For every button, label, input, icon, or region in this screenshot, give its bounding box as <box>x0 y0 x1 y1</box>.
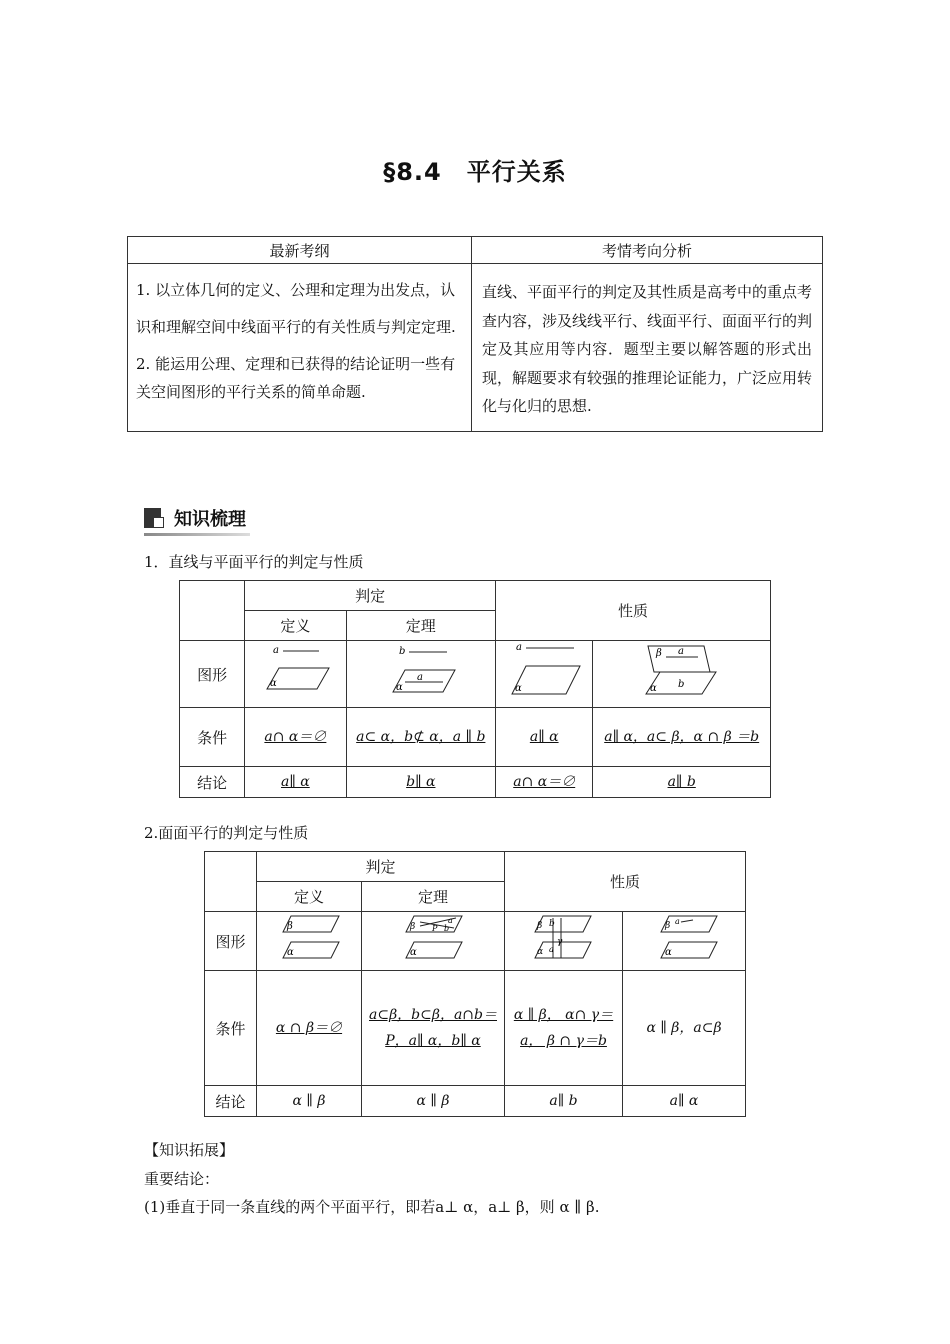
row-figure: 图形 <box>180 641 245 708</box>
cond-def: α ∩ β＝∅ <box>275 1020 343 1036</box>
label-alpha: α <box>665 947 672 958</box>
row-concl: 结论 <box>180 767 245 798</box>
cond-prop1: α ∥ β， α∩ γ＝a， β ∩ γ＝b <box>513 1007 614 1049</box>
label-b: b <box>677 679 685 690</box>
label-beta: β <box>287 921 293 932</box>
col-prop: 性质 <box>496 581 771 641</box>
label-b: b <box>549 919 555 929</box>
outline-item-1: 1. 以立体几何的定义、公理和定理为出发点，认识和理解空间中线面平行的有关性质与判定定理. <box>136 281 456 336</box>
concl-prop2: a∥ α <box>669 1093 699 1109</box>
label-P: P <box>432 924 438 933</box>
label-a: a <box>675 917 680 926</box>
outline-header-left: 最新考纲 <box>128 237 472 264</box>
label-a: a <box>448 916 453 925</box>
outline-header-right: 考情考向分析 <box>472 237 823 264</box>
label-a: a <box>416 672 423 683</box>
label-beta: β <box>537 921 543 931</box>
figure-plane-plane-thm <box>362 912 505 971</box>
row-cond: 条件 <box>180 708 245 767</box>
section-label: 知识梳理 <box>174 509 246 530</box>
cond-thm: a⊂ α，b⊄ α，a ∥ b <box>356 729 486 745</box>
row-concl: 结论 <box>205 1086 257 1117</box>
figure-line-plane-prop2 <box>593 641 771 708</box>
concl-def: a∥ α <box>281 774 310 790</box>
label-alpha: α <box>649 683 657 694</box>
label-a: a <box>273 645 280 656</box>
outline-item-2: 2. 能运用公理、定理和已获得的结论证明一些有关空间图形的平行关系的简单命题. <box>136 355 456 401</box>
col-judge: 判定 <box>257 852 505 882</box>
label-alpha: α <box>287 947 294 958</box>
row-figure: 图形 <box>205 912 257 971</box>
concl-def: α ∥ β <box>292 1093 326 1109</box>
concl-thm: b∥ α <box>406 774 436 790</box>
concl-prop1: a∥ b <box>549 1093 578 1109</box>
corner-cell <box>180 581 245 641</box>
exam-outline-table <box>127 236 823 432</box>
line-plane-parallel-table <box>179 580 771 798</box>
figure-line-plane-def <box>245 641 346 708</box>
cond-thm: a⊂β，b⊂β，a∩b＝P，a∥ α，b∥ α <box>369 1007 497 1049</box>
label-b: b <box>398 646 406 657</box>
table1-heading: 1．直线与平面平行的判定与性质 <box>144 553 364 571</box>
col-def: 定义 <box>257 882 362 912</box>
col-def: 定义 <box>245 611 346 641</box>
label-beta: β <box>665 921 671 931</box>
section-square-icon <box>144 508 164 528</box>
col-thm: 定理 <box>346 611 496 641</box>
plane-plane-parallel-table <box>204 851 746 1117</box>
cond-prop1: a∥ α <box>529 729 559 745</box>
page-title: §8.4 平行关系 <box>383 158 567 186</box>
label-alpha: α <box>270 678 278 689</box>
label-a: a <box>549 945 554 954</box>
corner-cell <box>205 852 257 912</box>
table2-heading: 2.面面平行的判定与性质 <box>144 824 309 842</box>
label-beta: β <box>655 648 662 659</box>
cond-prop2: α ∥ β，a⊂β <box>646 1020 722 1036</box>
concl-prop1: a∩ α＝∅ <box>513 774 576 790</box>
label-beta: β <box>410 922 416 932</box>
row-cond: 条件 <box>205 971 257 1086</box>
figure-line-plane-prop1 <box>496 641 593 708</box>
figure-line-plane-thm <box>346 641 496 708</box>
outline-left-cell <box>128 264 472 432</box>
label-alpha: α <box>515 683 522 694</box>
label-alpha: α <box>537 947 544 957</box>
figure-plane-plane-prop2 <box>623 912 746 971</box>
concl-thm: α ∥ β <box>416 1093 450 1109</box>
section-underline <box>144 533 250 536</box>
concl-prop2: a∥ b <box>667 774 696 790</box>
extension-subtitle: 重要结论： <box>144 1170 220 1188</box>
cond-prop2: a∥ α，a⊂ β，α ∩ β ＝b <box>604 729 760 745</box>
section-header <box>144 505 252 531</box>
label-alpha: α <box>395 682 403 693</box>
figure-plane-plane-prop1 <box>505 912 623 971</box>
label-a: a <box>516 642 523 653</box>
cond-def: a∩ α＝∅ <box>264 729 327 745</box>
label-a: a <box>677 646 684 657</box>
col-prop: 性质 <box>505 852 746 912</box>
label-b: b <box>444 924 450 933</box>
outline-right-cell: 直线、平面平行的判定及其性质是高考中的重点考查内容，涉及线线平行、线面平行、面面平行的判定及其应用等内容．题型主要以解答题的形式出现，解题要求有较强的推理论证能力，广泛应用转化与化归的思想. <box>472 264 823 432</box>
col-thm: 定理 <box>362 882 505 912</box>
label-alpha: α <box>410 947 417 958</box>
label-gamma: γ <box>557 937 563 947</box>
figure-plane-plane-def <box>257 912 362 971</box>
extension-label: 【知识拓展】 <box>144 1141 235 1159</box>
extension-item-1: (1)垂直于同一条直线的两个平面平行，即若a⊥ α，a⊥ β，则 α ∥ β. <box>144 1198 600 1216</box>
col-judge: 判定 <box>245 581 496 611</box>
